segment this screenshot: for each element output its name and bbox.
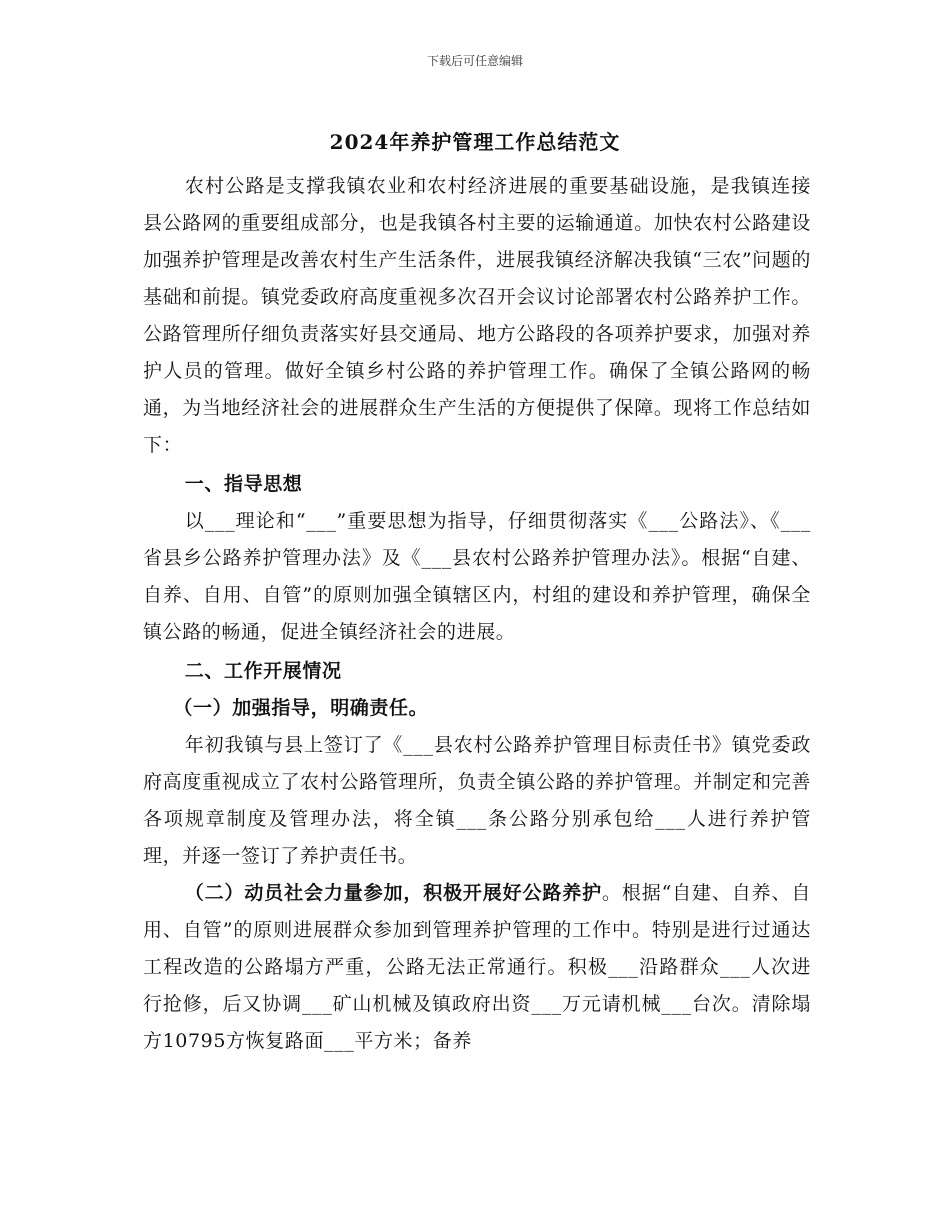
subsection-1-heading: （一）加强指导，明确责任。 — [173, 697, 429, 719]
subsection-2-paragraph — [143, 875, 811, 1060]
subsection-1-paragraph: 年初我镇与县上签订了《___县农村公路养护管理目标责任书》镇党委政府高度重视成立了农村公路管理所，负责全镇公路的养护管理。并制定和完善各项规章制度及管理办法，将全镇___条公路分别承包给___人进行养护管理，并逐一签订了养护责任书。 — [143, 734, 811, 867]
section-1-heading: 一、指导思想 — [184, 473, 303, 495]
document-body — [143, 168, 811, 1060]
section-2-heading: 二、工作开展情况 — [184, 660, 342, 682]
subsection-2-text: 。根据“自建、自养、自用、自管”的原则进展群众参加到管理养护管理的工作中。特别是进行过通达工程改造的公路塌方严重，公路无法正常通行。积极___沿路群众___人次进行抢修，后又协调___矿山机械及镇政府出资___万元请机械___台次。清除塌方10795方恢复路面___平方米；备养 — [143, 882, 811, 1052]
page-header: 下载后可任意编辑 — [426, 54, 523, 68]
intro-paragraph: 农村公路是支撑我镇农业和农村经济进展的重要基础设施，是我镇连接县公路网的重要组成部分，也是我镇各村主要的运输通道。加快农村公路建设加强养护管理是改善农村生产生活条件，进展我镇经济解决我镇“三农”问题的基础和前提。镇党委政府高度重视多次召开会议讨论部署农村公路养护工作。公路管理所仔细负责落实好县交通局、地方公路段的各项养护要求，加强对养护人员的管理。做好全镇乡村公路的养护管理工作。确保了全镇公路网的畅通，为当地经济社会的进展群众生产生活的方便提供了保障。现将工作总结如下： — [143, 175, 811, 456]
subsection-2-heading: （二）动员社会力量参加，积极开展好公路养护 — [184, 882, 602, 904]
section-1-paragraph: 以___理论和“___”重要思想为指导，仔细贯彻落实《___公路法》、《___省县乡公路养护管理办法》及《___县农村公路养护管理办法》。根据“自建、自养、自用、自管”的原则加强全镇辖区内，村组的建设和养护管理，确保全镇公路的畅通，促进全镇经济社会的进展。 — [143, 510, 811, 643]
document-title: 2024年养护管理工作总结范文 — [329, 130, 621, 154]
